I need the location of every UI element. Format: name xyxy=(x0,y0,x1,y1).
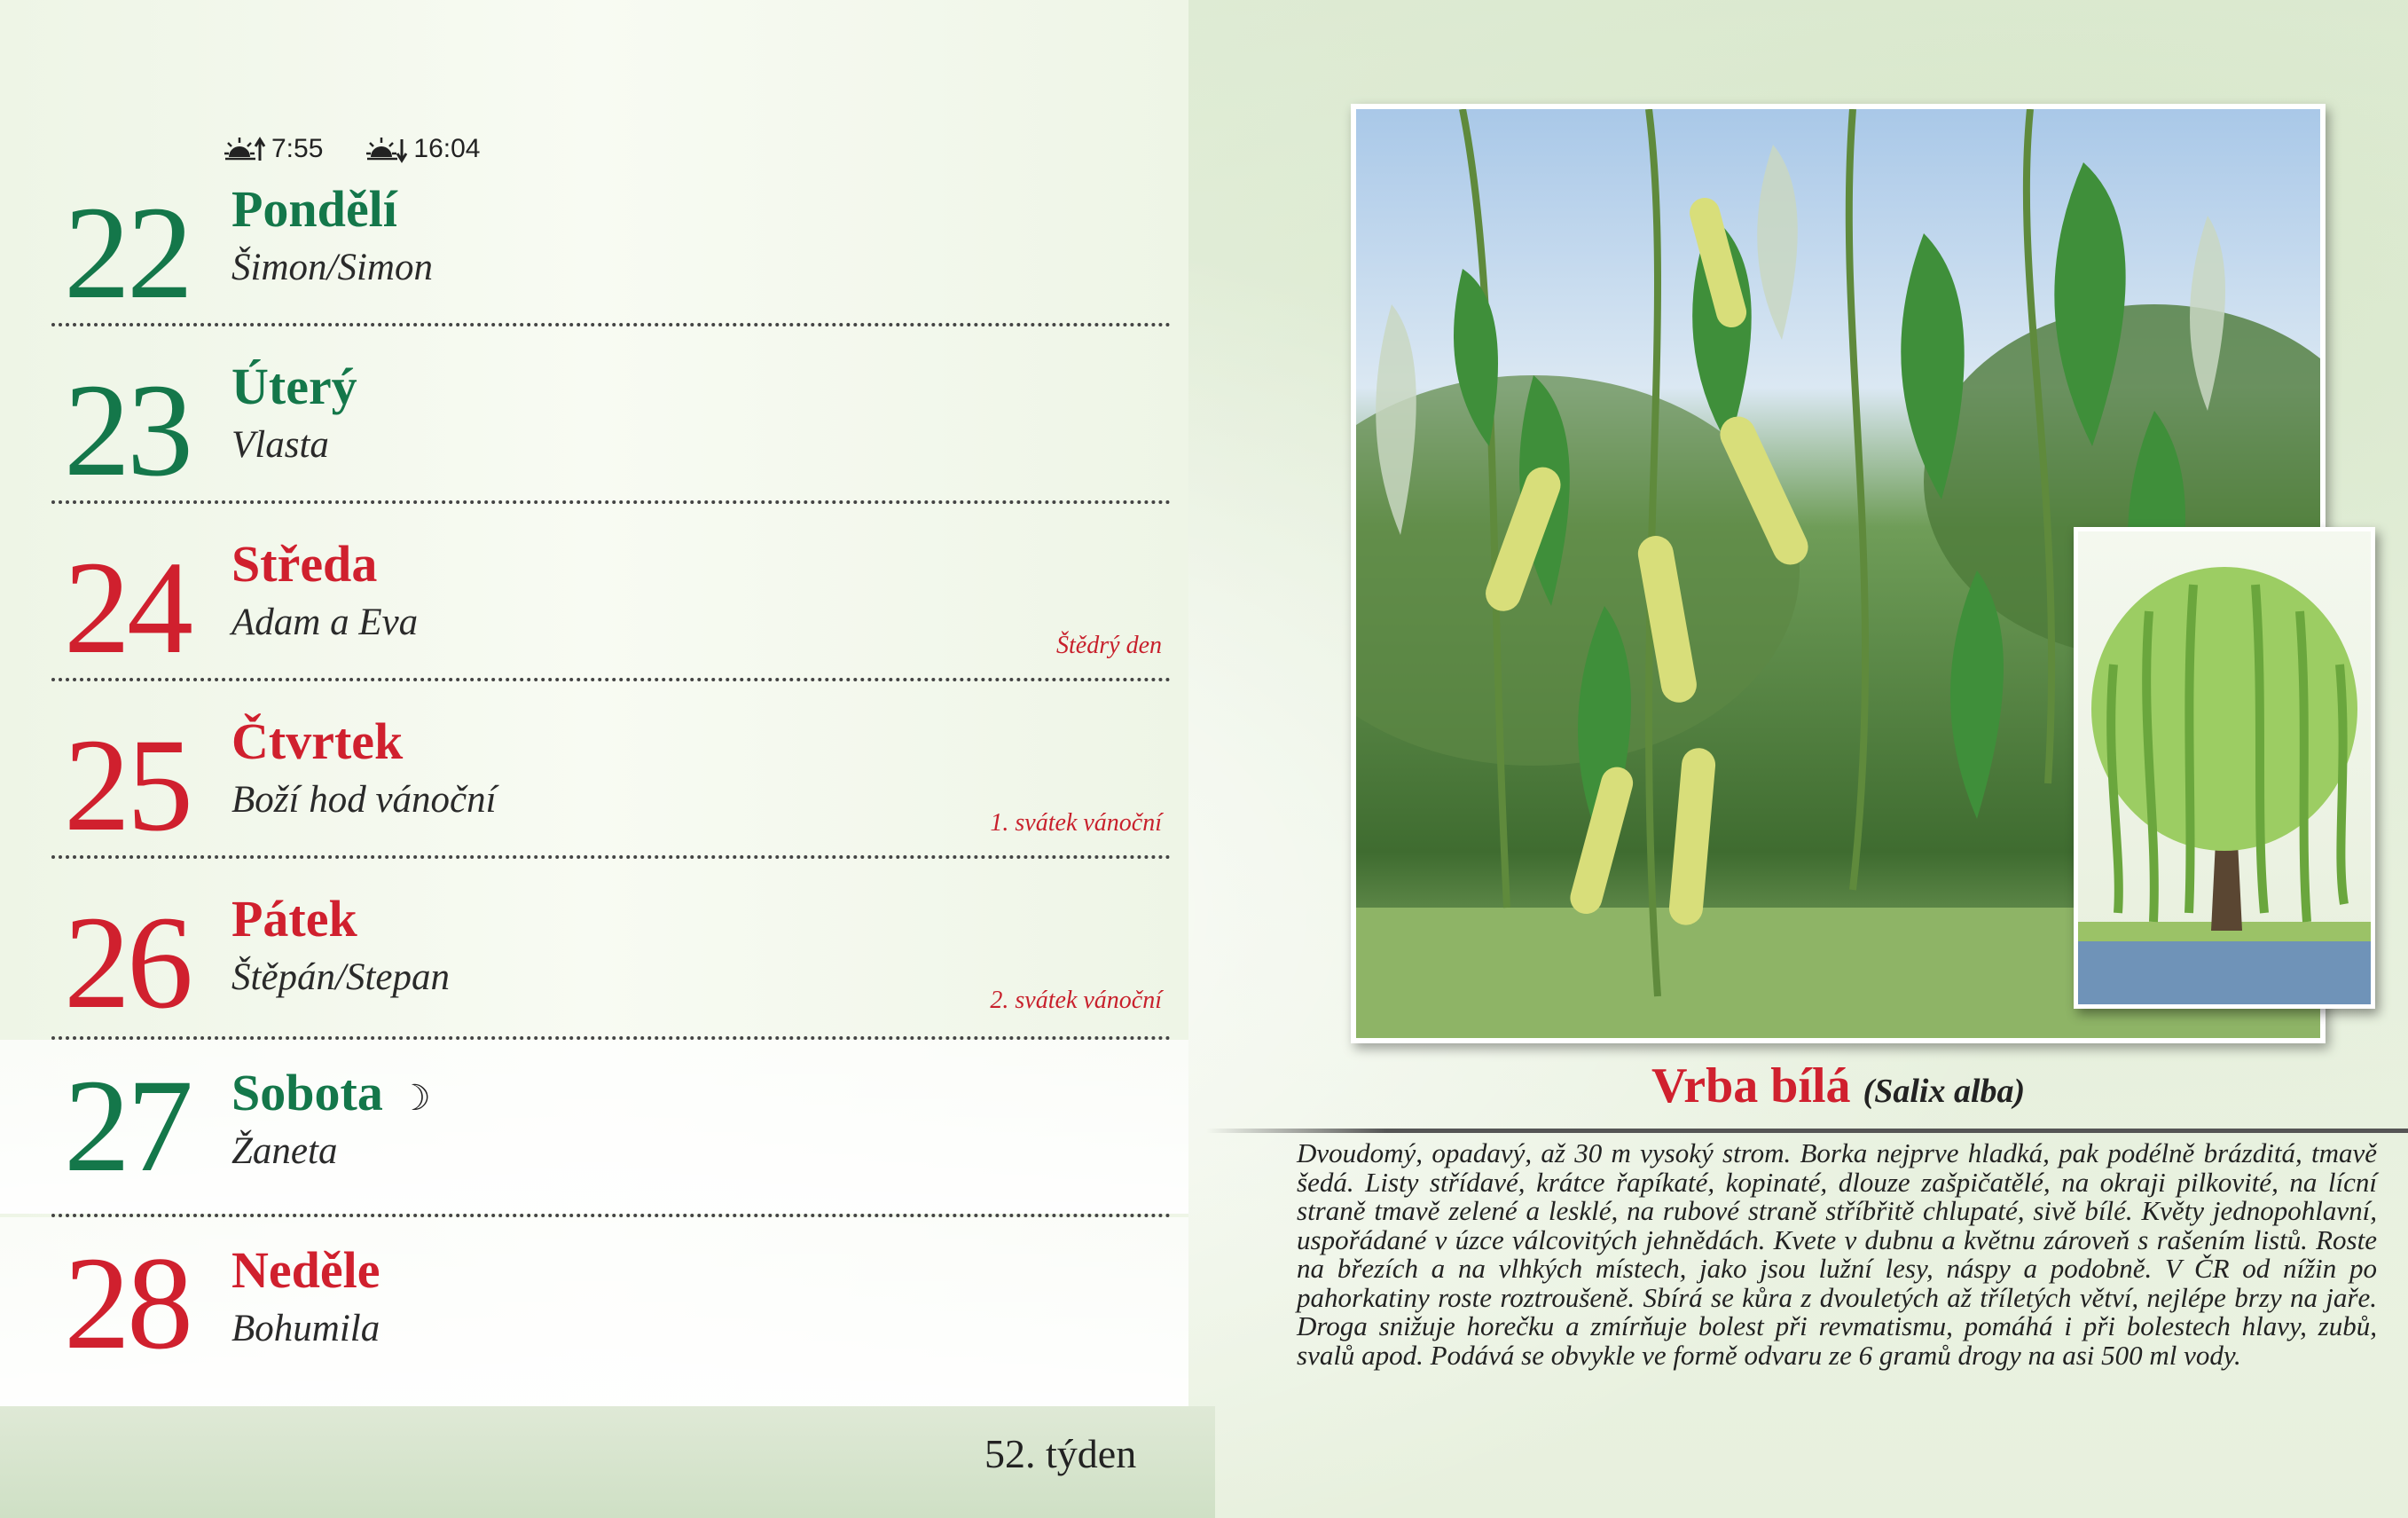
separator xyxy=(51,678,1171,681)
day-name: Úterý xyxy=(231,358,357,415)
holiday-label: 2. svátek vánoční xyxy=(990,987,1162,1014)
name-day: Štěpán/Stepan xyxy=(231,956,451,998)
moon-phase-icon: ☽ xyxy=(398,1078,431,1118)
day-number: 28 xyxy=(64,1230,190,1377)
day-name: Pondělí xyxy=(231,180,397,238)
plant-latin-name: (Salix alba) xyxy=(1863,1073,2026,1110)
name-day: Šimon/Simon xyxy=(231,247,433,288)
day-number: 22 xyxy=(64,179,190,326)
separator xyxy=(51,323,1171,326)
week-number: 52. týden xyxy=(984,1431,1137,1476)
name-day: Vlasta xyxy=(231,424,329,466)
day-name: Středa xyxy=(231,535,378,593)
plant-name: Vrba bílá xyxy=(1651,1058,1851,1113)
separator xyxy=(51,855,1171,859)
day-number: 26 xyxy=(64,889,190,1036)
day-row xyxy=(0,884,1188,1061)
plant-description: Dvoudomý, opadavý, až 30 m vysoký strom. Borka nejprve hladká, pak podélně brázditá, tmavě šedá. Listy střídavé, krátce řapíkaté, kopinaté, dlouze zašpičatělé, na okraji pilkovité, na lícní straně tmavě zelené a lesklé, na rubové straně stříbřitě chlupaté, sivě bílé. Květy jednopohlavní, uspořádané v úzce válcovitých jehnědách. Kvete v dubnu a květnu zároveň s rašením listů. Roste na březích a na vlhkých místech, jako jsou lužní lesy, náspy a podobně. V ČR od nížin po pahorkatiny roste roztroušeně. Sbírá se kůra z dvouletých až tříletých větví, nejlépe brzy na jaře. Droga snižuje horečku a zmírňuje bolest při revmatismu, pomáhá i při bolestech hlavy, zubů, svalů apod. Podává se obvykle ve formě odvaru ze 6 gramů drogy na asi 500 ml vody. xyxy=(1297,1137,2377,1371)
sunrise-icon xyxy=(224,134,266,164)
sunset xyxy=(365,134,480,164)
weeping-willow-image xyxy=(2078,531,2371,1004)
sunrise xyxy=(224,134,323,164)
name-day: Bohumila xyxy=(231,1308,380,1349)
day-row xyxy=(0,1217,1188,1406)
day-row xyxy=(0,1040,1188,1214)
holiday-label: 1. svátek vánoční xyxy=(990,809,1162,837)
day-name-wrap xyxy=(231,1061,431,1130)
day-number: 23 xyxy=(64,357,190,504)
day-name: Sobota xyxy=(231,1064,383,1121)
name-day: Adam a Eva xyxy=(231,602,419,643)
title-rule xyxy=(1206,1129,2408,1133)
name-day: Žaneta xyxy=(231,1130,338,1172)
week-calendar xyxy=(0,0,1188,1518)
day-name: Pátek xyxy=(231,890,357,948)
sunset-icon xyxy=(365,134,408,164)
plant-title xyxy=(1651,1058,2025,1114)
separator xyxy=(51,500,1171,504)
willow-tree-inset xyxy=(2074,527,2375,1009)
day-number: 25 xyxy=(64,712,190,859)
day-name: Čtvrtek xyxy=(231,712,404,770)
holiday-label: Štědrý den xyxy=(1056,632,1162,659)
day-name: Neděle xyxy=(231,1241,380,1299)
name-day: Boží hod vánoční xyxy=(231,779,497,821)
day-number: 24 xyxy=(64,534,190,681)
day-number: 27 xyxy=(64,1052,190,1199)
sunset-time: 16:04 xyxy=(413,134,481,163)
sun-times xyxy=(224,130,480,169)
sunrise-time: 7:55 xyxy=(271,134,324,163)
